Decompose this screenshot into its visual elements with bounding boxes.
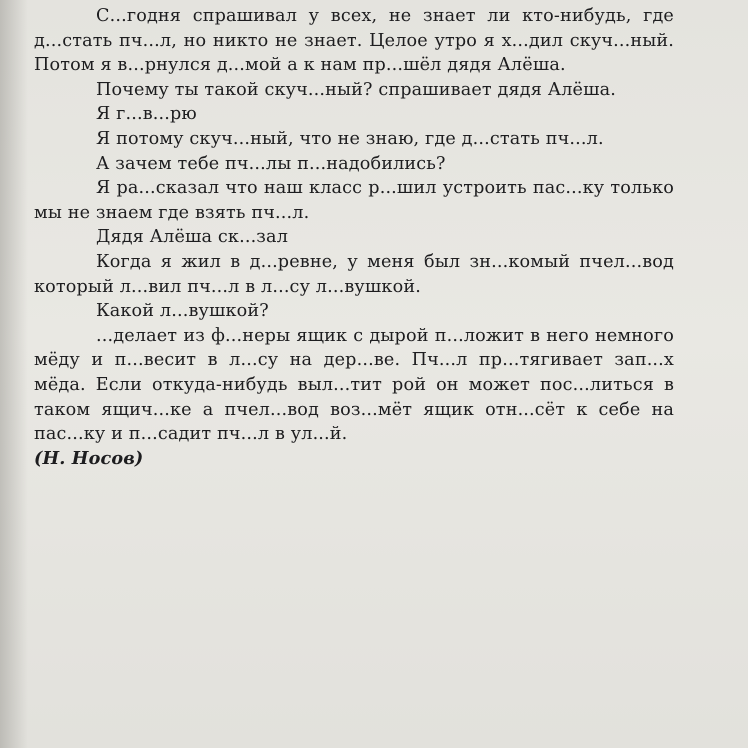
paragraph-8: Когда я жил в д...ревне, у меня был зн...комый пчел...вод который л...вил пч...л в л...су л...вушкой. (34, 251, 674, 297)
paragraph-4: Я потому скуч...ный, что не знаю, где д...стать пч...л. (96, 128, 604, 149)
paragraph-6: Я ра...сказал что наш класс р...шил устроить пас...ку только мы не знаем где взять пч...л. (34, 178, 674, 223)
paragraph-10: ...делает из ф...неры ящик с дырой п...ложит в него немного мёду и п...весит в л...су на дер...ве. Пч...л пр...тягивает зап...х мёда. Если откуда-нибудь выл...тит рой он может пос...литься в таком ящич...ке а пчел...вод воз...мёт ящик отн...сёт к себе на пас...ку и п...садит пч...л в ул...й. (34, 325, 674, 445)
paragraph-5: А зачем тебе пч...лы п...надобились? (96, 153, 446, 174)
paragraph-1: С...годня спрашивал у всех, не знает ли кто-нибудь, где д...стать пч...л, но никто не знает. Целое утро я х...дил скуч...ный. Потом я в...рнулся д...мой а к нам пр...шёл дядя Алёша. (34, 6, 674, 76)
page-shadow (0, 0, 28, 748)
author-attribution: (Н. Носов) (34, 447, 144, 469)
paragraph-7: Дядя Алёша ск...зал (96, 227, 289, 248)
text-block (34, 4, 674, 471)
paragraph-3: Я г...в...рю (96, 104, 197, 125)
paragraph-9: Какой л...вушкой? (96, 301, 269, 322)
paragraph-2: Почему ты такой скуч...ный? спрашивает дядя Алёша. (96, 79, 617, 100)
